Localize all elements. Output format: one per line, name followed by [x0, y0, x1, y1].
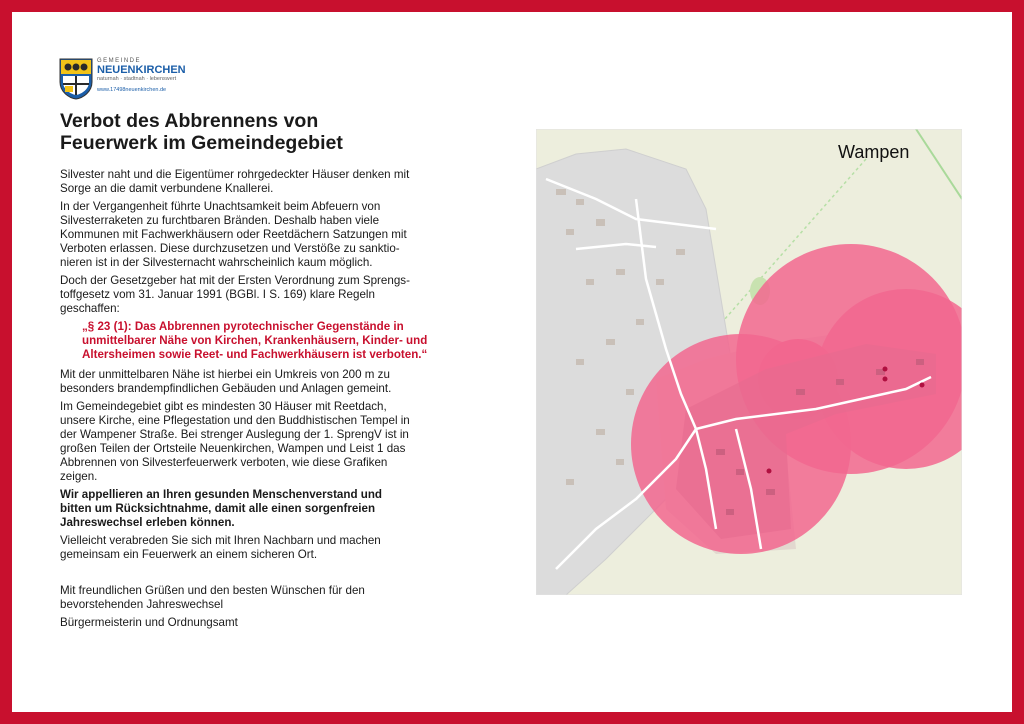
- text-line: In der Vergangenheit führte Unachtsamkeit beim Abfeuern von: [60, 200, 381, 213]
- title-line: Verbot des Abbrennens von: [60, 110, 319, 132]
- flyer-page: [12, 12, 1012, 712]
- map-place-label: Wampen: [838, 142, 910, 162]
- paragraph-closing: [60, 534, 452, 562]
- text-line: Abbrennen von Silvesterfeuerwerk verboten, wie diese Grafiken: [60, 456, 388, 469]
- paragraph-intro: [60, 168, 452, 196]
- signature-line: Bürgermeisterin und Ordnungsamt: [60, 616, 238, 629]
- signature: [60, 616, 452, 630]
- paragraph-houses: [60, 400, 452, 484]
- text-line: Jahreswechsel erleben können.: [60, 516, 235, 529]
- page-title: [60, 110, 480, 154]
- greeting: [60, 584, 452, 612]
- text-line: großen Teilen der Ortsteile Neuenkirchen, Wampen und Leist 1 das: [60, 442, 406, 455]
- coat-of-arms-icon: [59, 58, 93, 100]
- logo-small-text: GEMEINDE: [97, 58, 142, 64]
- appeal-paragraph: [60, 488, 452, 530]
- text-line: Im Gemeindegebiet gibt es mindesten 30 Häuser mit Reetdach,: [60, 400, 387, 413]
- title-line: Feuerwerk im Gemeindegebiet: [60, 132, 343, 154]
- quote-line: „§ 23 (1): Das Abbrennen pyrotechnischer Gegenstände in: [82, 320, 404, 333]
- text-line: besonders brandempfindlichen Gebäuden und Anlagen gemeint.: [60, 382, 392, 395]
- logo-tagline: naturnah · stadtnah · lebenswert: [97, 76, 177, 82]
- text-line: nieren ist in der Silvesternacht wahrscheinlich kaum möglich.: [60, 256, 373, 269]
- text-line: Doch der Gesetzgeber hat mit der Ersten Verordnung zum Sprengs-: [60, 274, 410, 287]
- text-line: der Wampener Straße. Bei strenger Auslegung der 1. SprengV ist in: [60, 428, 409, 441]
- law-quote: [60, 320, 452, 362]
- text-line: Mit der unmittelbaren Nähe ist hierbei ein Umkreis von 200 m zu: [60, 368, 390, 381]
- text-line: Silvesterraketen zu furchtbaren Bränden. Deshalb haben viele: [60, 214, 380, 227]
- text-line: geschaffen:: [60, 302, 120, 315]
- text-line: Wir appellieren an Ihren gesunden Menschenverstand und: [60, 488, 383, 501]
- text-line: Mit freundlichen Grüßen und den besten Wünschen für den: [60, 584, 365, 597]
- map-graphic: [536, 129, 962, 595]
- map-wampen: [536, 129, 962, 595]
- text-line: Sorge an die damit verbundene Knallerei.: [60, 182, 274, 195]
- logo-name: NEUENKIRCHEN: [97, 64, 186, 76]
- text-line: Vielleicht verabreden Sie sich mit Ihren Nachbarn und machen: [60, 534, 381, 547]
- text-line: bevorstehenden Jahreswechsel: [60, 598, 224, 611]
- text-line: unsere Kirche, eine Pflegestation und den Buddhistischen Tempel in: [60, 414, 410, 427]
- text-line: Verboten erlassen. Diese durchzusetzen und Verstöße zu sanktio-: [60, 242, 400, 255]
- quote-line: Altersheimen sowie Reet- und Fachwerkhäusern ist verboten.“: [82, 348, 428, 361]
- paragraph-history: [60, 200, 452, 270]
- text-line: zeigen.: [60, 470, 98, 483]
- text-line: Kommunen mit Fachwerkhäusern oder Reetdächern Satzungen mit: [60, 228, 407, 241]
- paragraph-law: [60, 274, 452, 316]
- municipality-logo: [59, 58, 186, 100]
- body-text: [60, 168, 452, 634]
- paragraph-radius: [60, 368, 452, 396]
- text-line: toffgesetz vom 31. Januar 1991 (BGBl. I S. 169) klare Regeln: [60, 288, 375, 301]
- text-line: bitten um Rücksichtnahme, damit alle einen sorgenfreien: [60, 502, 376, 515]
- quote-line: unmittelbarer Nähe von Kirchen, Krankenhäusern, Kinder- und: [82, 334, 428, 347]
- logo-url: www.17498neuenkirchen.de: [97, 86, 167, 93]
- text-line: Silvester naht und die Eigentümer rohrgedeckter Häuser denken mit: [60, 168, 410, 181]
- text-line: gemeinsam ein Feuerwerk an einem sicheren Ort.: [60, 548, 318, 561]
